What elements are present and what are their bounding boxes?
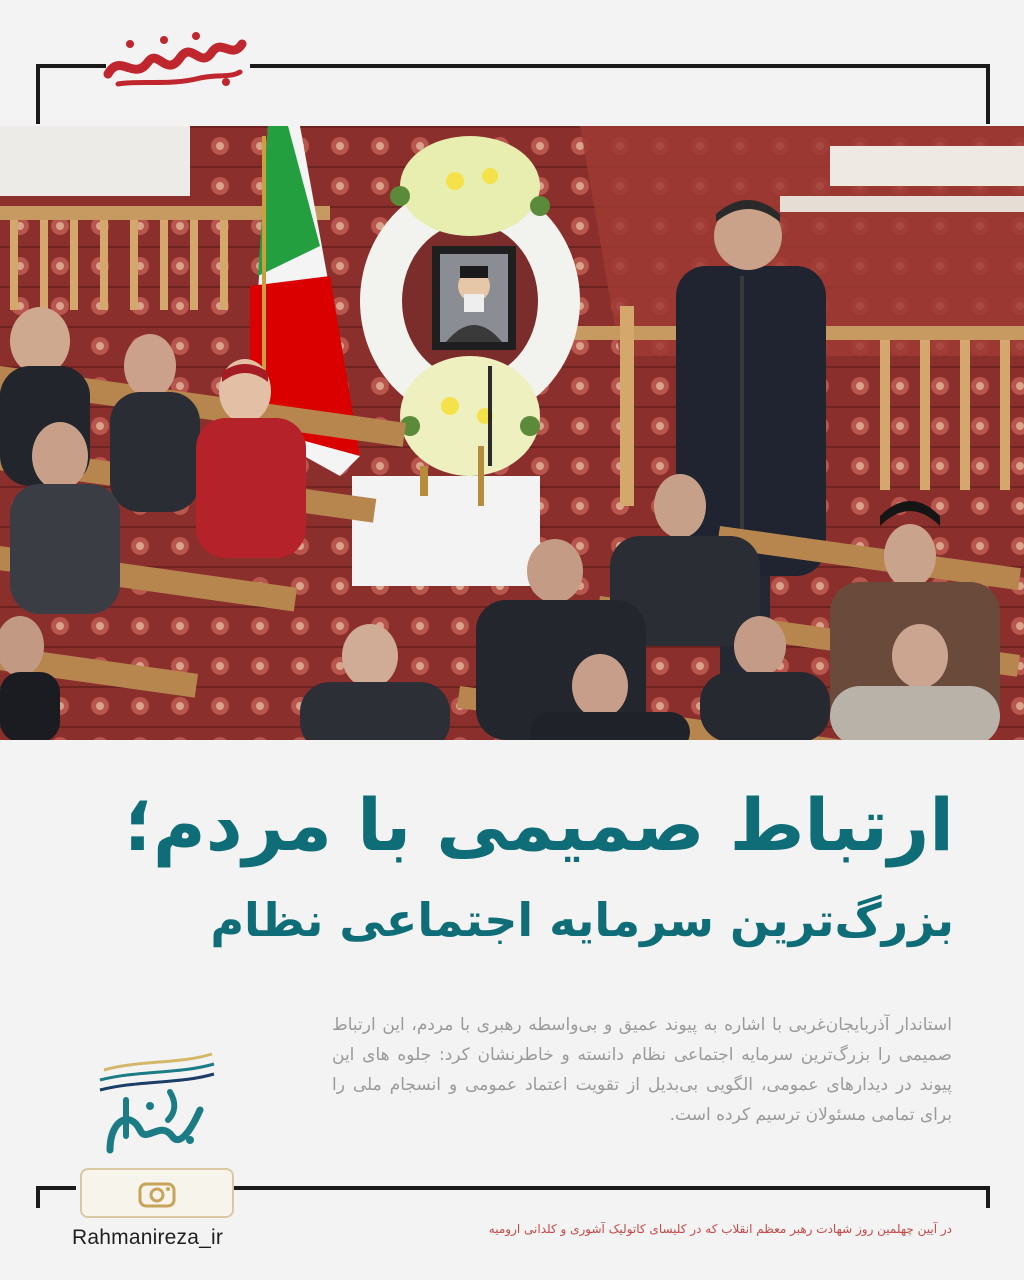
camera-icon [137,1178,177,1208]
logo-calligraphy-icon [100,22,250,94]
account-handle: Rahmanireza_ir [72,1226,224,1249]
signature-calligraphy-icon [80,1040,220,1160]
frame-top-right-line [250,64,990,68]
rahmani-signature-logo [80,1040,220,1160]
memorial-ceremony-photo-icon [0,126,1024,740]
body-paragraph: استاندار آذربایجان‌غربی با اشاره به پیوند عمیق و بی‌واسطه رهبری با مردم، این ارتباط صمیمی را بزرگ‌ترین سرمایه اجتماعی نظام دانسته و خاطرنشان کرد: جلوه های این پیوند در دیدارهای عمومی، الگویی بی‌بدیل از تقویت اعتماد عمومی و انسجام ملی را برای تمامی مسئولان ترسیم کرده است. [332,1015,952,1125]
camera-badge [80,1168,234,1218]
arbaeen-logo [100,22,250,94]
frame-top-left-line [36,64,106,68]
photo-caption: در آیین چهلمین روز شهادت رهبر معظم انقلاب که در کلیسای کاتولیک آشوری و کلدانی ارومیه [488,1222,952,1236]
frame-bottom-left-vertical [36,1186,40,1208]
frame-bottom-right-vertical [986,1186,990,1208]
ceremony-photo [0,126,1024,740]
headline: ارتباط صمیمی با مردم؛ [124,783,954,867]
subheadline: بزرگ‌ترین سرمایه اجتماعی نظام [210,893,954,947]
frame-left-vertical [36,64,40,124]
frame-right-vertical [986,64,990,124]
frame-bottom-line-right [234,1186,990,1190]
frame-bottom-line [36,1186,76,1190]
